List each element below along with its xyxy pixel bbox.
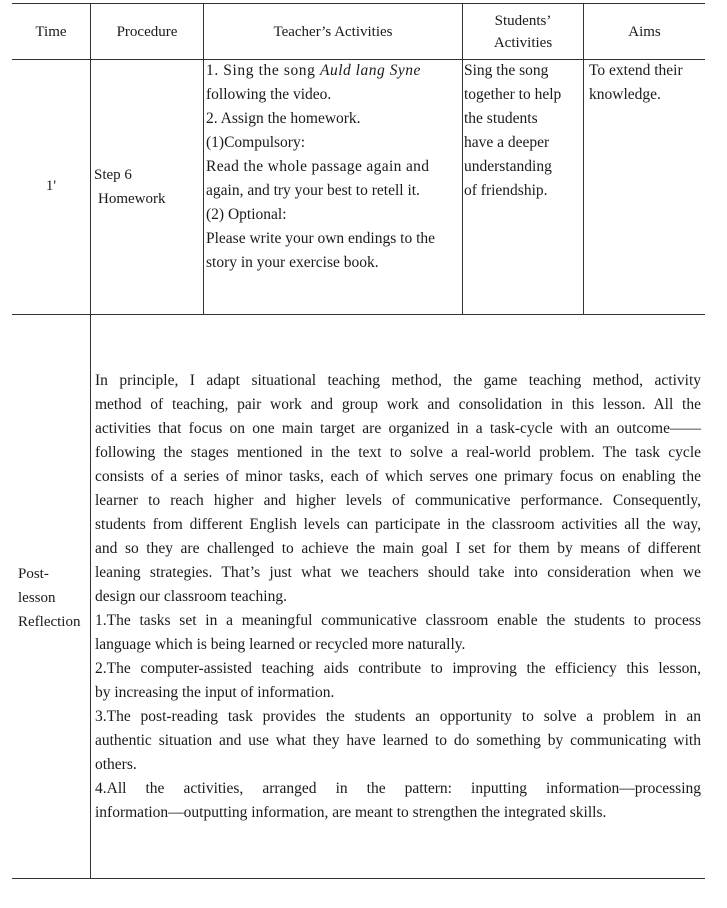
label-line-3: Reflection [18, 614, 81, 630]
header-teacher-activities: Teacher’s Activities [273, 23, 393, 40]
student-line-2: together to help [464, 86, 562, 103]
procedure-step: Step 6 [94, 167, 132, 183]
header-aims: Aims [628, 23, 661, 40]
row1-time: 1' [45, 178, 57, 194]
reflection-line: 2.The computer-assisted teaching aids contribute to improving the efficiency this lesson, [95, 660, 701, 677]
teacher-line-7: (2) Optional: [206, 206, 287, 223]
reflection-line: authentic situation and use what they have learned to do something by communicating with [95, 732, 701, 749]
teacher-line-9: story in your exercise book. [206, 254, 379, 271]
reflection-line: method of teaching, pair work and group work and consolidation in this lesson. All the [95, 396, 701, 413]
teacher-line-5: Read the whole passage again and [206, 158, 430, 175]
row1-teacher-activities [206, 59, 459, 275]
label-line-1: Post- [18, 566, 49, 582]
header-procedure: Procedure [116, 23, 178, 40]
reflection-line: language which is being learned or recycled more naturally. [95, 636, 466, 653]
teacher-line-1: 1. Sing the song Auld lang Syne [206, 62, 421, 79]
row1-bottom-rule [12, 314, 705, 315]
col-divider-1 [90, 3, 91, 878]
student-line-4: have a deeper [464, 134, 550, 151]
row1-procedure [94, 163, 202, 211]
teacher-line-3: 2. Assign the homework. [206, 110, 361, 127]
row1-students-activities [464, 59, 582, 203]
aims-line-1: To extend their [589, 62, 683, 79]
reflection-line: and so they are challenged to achieve the main goal I set for them by means of different [95, 540, 701, 557]
table-bottom-rule [12, 878, 705, 879]
teacher-line-6: again, and try your best to retell it. [206, 182, 420, 199]
reflection-line: learner to reach higher and higher levels of communicative performance. Consequently, [95, 492, 701, 509]
reflection-line: 3.The post-reading task provides the students an opportunity to solve a problem in an [95, 708, 701, 725]
reflection-line: 1.The tasks set in a meaningful communicative classroom enable the students to process [95, 612, 701, 629]
reflection-line: information—outputting information, are meant to strengthen the integrated skills. [95, 804, 607, 821]
reflection-line: leaning strategies. That’s just what we teachers should take into consideration when we [95, 564, 701, 581]
reflection-text [95, 369, 701, 825]
reflection-line: In principle, I adapt situational teaching method, the game teaching method, activity [95, 372, 701, 389]
reflection-line: 4.All the activities, arranged in the pattern: inputting information—processing [95, 780, 701, 797]
teacher-line-4: (1)Compulsory: [206, 134, 306, 151]
reflection-line: students from different English levels can participate in the classroom activities all the way, [95, 516, 701, 533]
student-line-1: Sing the song [464, 62, 549, 79]
procedure-name: Homework [98, 191, 166, 207]
student-line-6: of friendship. [464, 182, 548, 199]
header-time: Time [35, 23, 67, 40]
aims-line-2: knowledge. [589, 86, 661, 103]
teacher-line-8: Please write your own endings to the [206, 230, 436, 247]
reflection-line: consists of a series of minor tasks, each of which serves one primary focus on enabling the [95, 468, 701, 485]
teacher-line-2: following the video. [206, 86, 332, 103]
row1-aims [589, 59, 703, 107]
reflection-line: others. [95, 756, 137, 773]
student-line-3: the students [464, 110, 538, 127]
row2-label [18, 562, 90, 634]
reflection-line: following the stages mentioned in the text to solve a real-world problem. The task cycle [95, 444, 701, 461]
col-divider-3 [462, 3, 463, 314]
reflection-line: by increasing the input of information. [95, 684, 335, 701]
reflection-line: design our classroom teaching. [95, 588, 287, 605]
student-line-5: understanding [464, 158, 552, 175]
header-students-activities: Students’ Activities [493, 12, 553, 51]
reflection-line: activities that focus on one main target are organized in a task-cycle with an outcome—— [95, 420, 701, 437]
label-line-2: lesson [18, 590, 56, 606]
